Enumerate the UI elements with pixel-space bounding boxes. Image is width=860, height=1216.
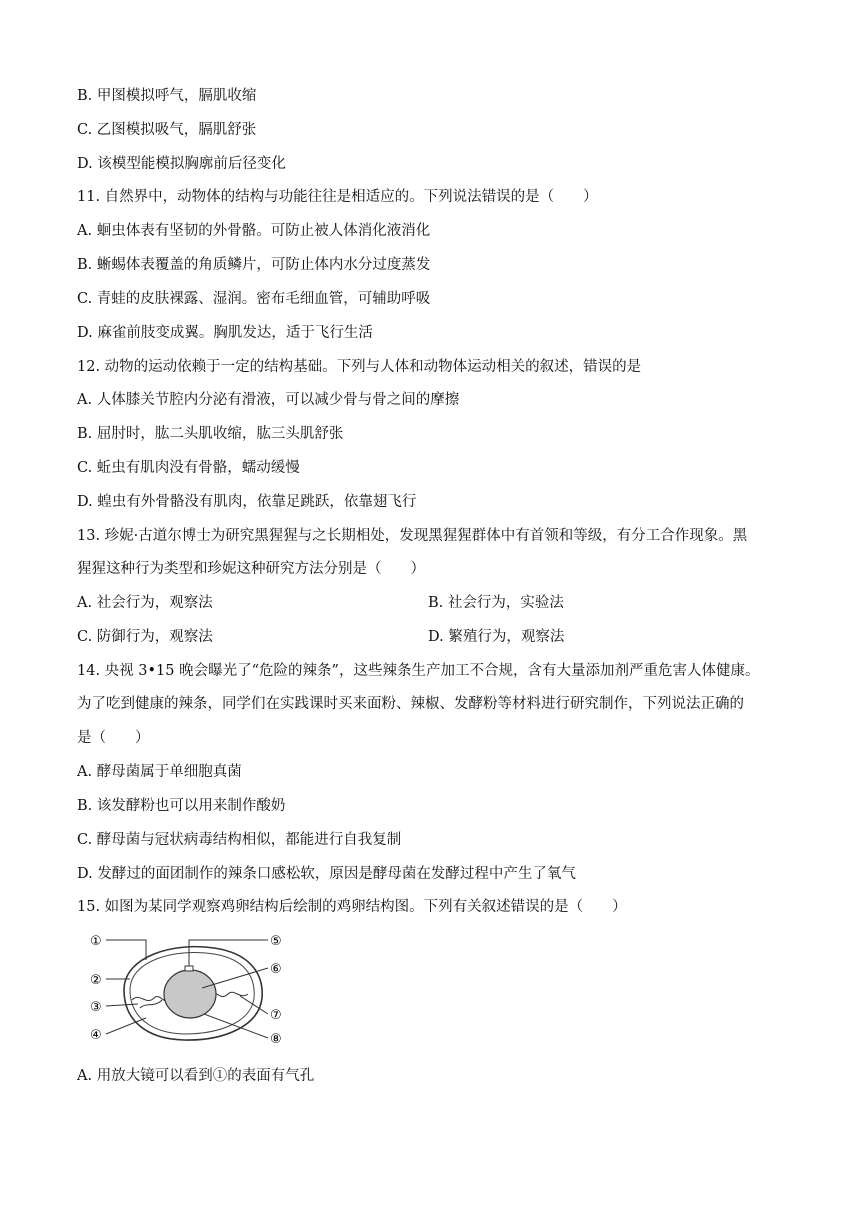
egg-structure-diagram [84,928,294,1050]
option-text: D. 该模型能模拟胸廓前后径变化 [77,156,286,172]
question-text: 12. 动物的运动依赖于一定的结构基础。下列与人体和动物体运动相关的叙述，错误的是 [77,359,642,375]
option-text: A. 酵母菌属于单细胞真菌 [77,764,242,780]
option-text: C. 青蛙的皮肤裸露、湿润。密布毛细血管，可辅助呼吸 [77,291,431,307]
leader-line [204,1014,268,1038]
diagram-label: ⑦ [270,1008,282,1023]
option-text: B. 该发酵粉也可以用来制作酸奶 [77,798,286,814]
option-text: B. 屈肘时，肱二头肌收缩，肱三头肌舒张 [77,426,344,442]
option-text: A. 社会行为，观察法 [77,595,213,611]
diagram-label: ① [90,934,102,949]
option-text: C. 乙图模拟吸气，膈肌舒张 [77,122,257,138]
option-text: A. 蛔虫体表有坚韧的外骨骼。可防止被人体消化液消化 [77,223,431,239]
diagram-label: ④ [90,1028,102,1043]
question-text: 为了吃到健康的辣条，同学们在实践课时买来面粉、辣椒、发酵粉等材料进行研究制作，下列说法正确的 [77,696,744,712]
diagram-label: ② [90,973,102,988]
leader-line [106,940,146,960]
question-text: 13. 珍妮·古道尔博士为研究黑猩猩与之长期相处，发现黑猩猩群体中有首领和等级，有分工合作现象。黑 [77,528,748,544]
option-text: A. 用放大镜可以看到①的表面有气孔 [77,1068,315,1084]
option-text: B. 蜥蜴体表覆盖的角质鳞片，可防止体内水分过度蒸发 [77,257,431,273]
question-text: 是（ ） [77,730,150,746]
option-text: D. 麻雀前肢变成翼。胸肌发达，适于飞行生活 [77,325,373,341]
chalaza-line [140,1000,162,1008]
diagram-label: ③ [90,1000,102,1015]
diagram-label: ⑧ [270,1032,282,1047]
option-text: B. 甲图模拟呼气，膈肌收缩 [77,88,257,104]
diagram-label: ⑥ [270,962,282,977]
yolk-shape [164,970,216,1018]
option-text: A. 人体膝关节腔内分泌有滑液，可以减少骨与骨之间的摩擦 [77,392,460,408]
option-text: D. 繁殖行为，观察法 [428,629,565,645]
question-text: 猩猩这种行为类型和珍妮这种研究方法分别是（ ） [77,561,425,577]
option-text: D. 发酵过的面团制作的辣条口感松软，原因是酵母菌在发酵过程中产生了氧气 [77,866,576,882]
option-text: C. 酵母菌与冠状病毒结构相似，都能进行自我复制 [77,832,402,848]
germinal-disc-shape [185,966,193,971]
option-text: B. 社会行为，实验法 [428,595,564,611]
option-text: C. 蚯虫有肌肉没有骨骼，蠕动缓慢 [77,460,300,476]
question-text: 15. 如图为某同学观察鸡卵结构后绘制的鸡卵结构图。下列有关叙述错误的是（ ） [77,899,627,915]
option-text: D. 蝗虫有外骨骼没有肌肉，依靠足跳跃，依靠翅飞行 [77,494,417,510]
leader-line [202,968,268,988]
question-text: 14. 央视 3•15 晚会曝光了“危险的辣条”，这些辣条生产加工不合规，含有大量添加剂严重危害人体健康。 [77,663,760,679]
diagram-label: ⑤ [270,934,282,949]
option-text: C. 防御行为，观察法 [77,629,213,645]
egg-diagram-svg [84,928,294,1050]
question-text: 11. 自然界中，动物体的结构与功能往往是相适应的。下列说法错误的是（ ） [77,189,598,205]
